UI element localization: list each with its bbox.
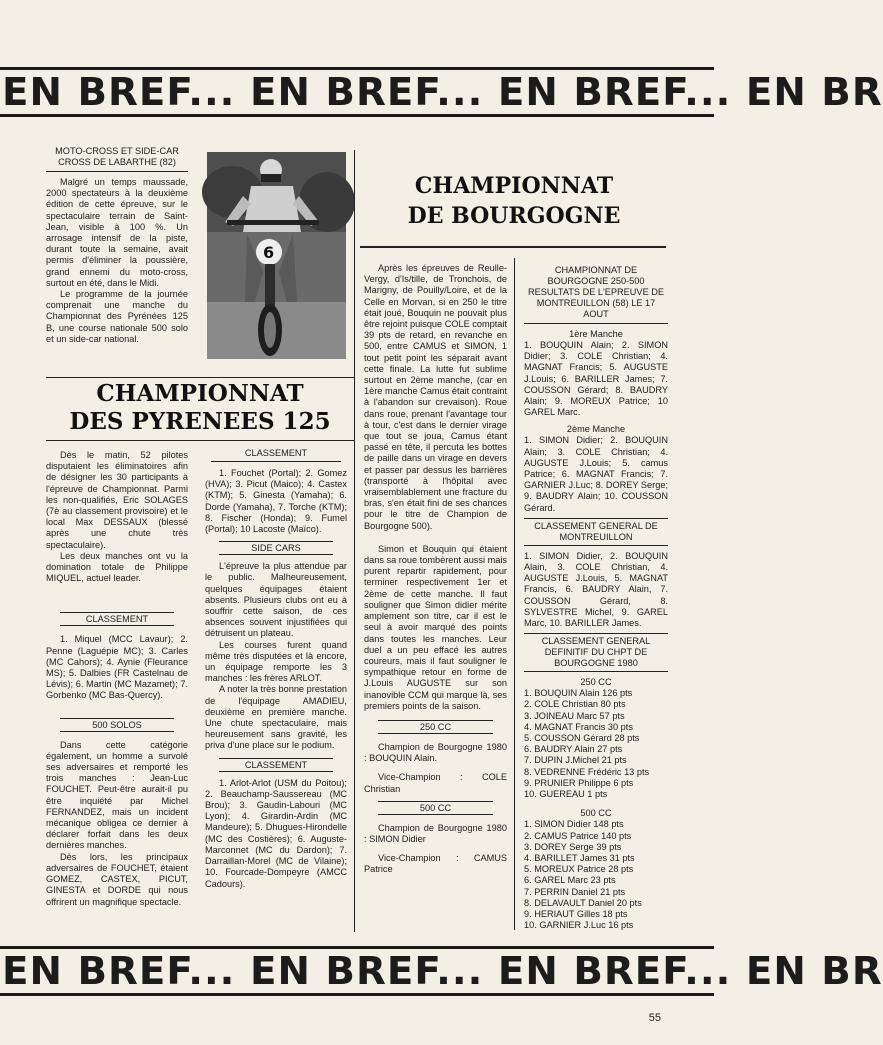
motocross-photo	[207, 152, 346, 359]
bottom-banner	[0, 946, 883, 996]
labarthe-article	[46, 146, 188, 345]
sidecars-label: SIDE CARS	[219, 541, 333, 555]
list-item: 1. SIMON Didier 148 pts	[524, 819, 624, 830]
def250-list	[524, 688, 668, 800]
bourgogne-column	[364, 263, 507, 876]
general-label: CLASSEMENT GENERAL DE MONTREUILLON	[534, 520, 658, 542]
def500-label: 500 CC	[580, 808, 612, 819]
manche2-label: 2ème Manche	[566, 424, 626, 435]
labarthe-para-2: Le programme de la journée comprenait une manche du Championnat des Pyrénées 125 B, une course nationale 500 solo et un side-car national.	[46, 289, 188, 344]
bourgogne-title-2: DE BOURGOGNE	[407, 203, 621, 229]
cc500-label: 500 CC	[378, 801, 493, 815]
list-item: 6. BAUDRY Alain 27 pts	[524, 744, 623, 755]
manche2-text: 1. SIMON Didier; 2. BOUQUIN Alain; 3. COLE Christian; 4. AUGUSTE J.Louis; 5. camus Patrice; 6. MAGNAT Francis; 7. GARNIER J.Luc; 8. DOREY Serge; 9. BAUDRY Alain; 10. COUSSON Gérard.	[524, 435, 668, 513]
list-item: 10. GARNIER J.Luc 16 pts	[524, 920, 634, 931]
banner-text: EN BREF... EN BREF... EN BREF... EN BR	[2, 949, 883, 993]
results-column	[524, 265, 668, 931]
banner-text: EN BREF... EN BREF... EN BREF... EN BR	[2, 70, 883, 114]
pyrenees-title-1: CHAMPIONNAT	[96, 380, 304, 407]
pyrenees-classement-text: 1. Miquel (MCC Lavaur); 2. Penne (Laguépie MC); 3. Carles (MC Cahors); 4. Aynie (Fleurance MS); 5. Dalbies (FR Castelnau de Lévis); 6. Martin (MC Mazamet); 7. Gorbenko (MC Bas-Quercy).	[46, 634, 188, 701]
sidecar-column	[205, 448, 347, 890]
def250-label: 250 CC	[580, 677, 612, 688]
list-item: 5. MOREUX Patrice 28 pts	[524, 864, 634, 875]
col2-classement2-label: CLASSEMENT	[219, 758, 333, 772]
list-item: 3. JOINEAU Marc 57 pts	[524, 710, 625, 721]
list-item: 3. DOREY Serge 39 pts	[524, 841, 622, 852]
bourgogne-title-1: CHAMPIONNAT	[414, 173, 614, 199]
col2-classement2-text: 1. Arlot-Arlot (USM du Poitou); 2. Beauchamp-Saussereau (MC Brou); 3. Gaudin-Labouri (MC Lyon); 4. Girardin-Ardin (MC Mandeure); 5. Dhugues-Hirondelle (MC des Costières); 6. Auguste-Marconnet (MC du Dardon); 7. Darraillan-Morel (MC de Vilaine); 10. Fourcade-Dompeyre (AMCC Cadours).	[205, 777, 347, 889]
labarthe-heading-1: MOTO-CROSS ET SIDE-CAR	[55, 146, 179, 156]
sidecars-para-2: Les courses furent quand même très disputées et là encore, un équipage remporte les 3 manches : les frères ARLOT.	[205, 639, 347, 684]
rider-illustration	[207, 152, 346, 359]
solos-para-1: Dans cette catégorie également, un homme a survolé ses adversaires et remporté les trois manches : Jean-Luc FOUCHET. Peut-être aurait-il pu être inquiété par Michel FERNANDEZ, mais un incident mécanique obligea ce dernier à déclarer forfait dans les deux dernières manches.	[46, 739, 188, 851]
list-item: 1. BOUQUIN Alain 126 pts	[524, 688, 633, 699]
svg-text:6: 6	[263, 243, 275, 262]
list-item: 7. DUPIN J.Michel 21 pts	[524, 755, 627, 766]
pyrenees-para-2: Les deux manches ont vu la domination totale de Philippe MIQUEL, actuel leader.	[46, 550, 188, 584]
list-item: 6. GAREL Marc 23 pts	[524, 875, 616, 886]
sidecars-para-3: A noter la très bonne prestation de l'équipage AMADIEU, deuxième en première manche. Une chute spectaculaire, mais heureusement sans gravité, les priva d'une place sur le podium.	[205, 684, 347, 751]
cc250-vice: Vice-Champion : COLE Christian	[364, 772, 507, 794]
cc250-label: 250 CC	[378, 720, 493, 734]
list-item: 10. GUEREAU 1 pts	[524, 789, 608, 800]
list-item: 5. COUSSON Gérard 28 pts	[524, 733, 640, 744]
page-number: 55	[648, 1012, 661, 1024]
list-item: 8. VEDRENNE Frédéric 13 pts	[524, 766, 650, 777]
list-item: 4. BARILLET James 31 pts	[524, 852, 635, 863]
list-item: 4. MAGNAT Francis 30 pts	[524, 721, 633, 732]
solos-label: 500 SOLOS	[60, 718, 174, 732]
list-item: 2. COLE Christian 80 pts	[524, 699, 626, 710]
bourgogne-para-2: Simon et Bouquin qui étaient dans sa roue tombèrent aussi mais purent repartir rapidement, pour terminer respectivement 1er et 2ème de cette manche. Il faut souligner que Simon didier mérite amplement son titre, car il est le seul à avoir marqué des points dans toutes les manches. Leur duel a un peu effacé les autres coureurs, mais il faut souligner le sympathique retour en forme de J.Louis AUGUSTE sur son inanovible CCM qui marque là, ses premiers points de la saison.	[364, 543, 507, 711]
col2-classement-text: 1. Fouchet (Portal); 2. Gomez (HVA); 3. Picut (Maico); 4. Castex (KTM); 5. Ginesta (Yamaha); 6. Dorde (Yamaha), 7. Torche (KTM); 8. Fischer (Honda); 9. Fumel (Portal); 10 Lacoste (Maïco).	[205, 468, 347, 535]
definitif-label: CLASSEMENT GENERAL DEFINITIF DU CHPT DE BOURGOGNE 1980	[541, 636, 651, 669]
cc250-champion: Champion de Bourgogne 1980 : BOUQUIN Alain.	[364, 741, 507, 764]
list-item: 9. HERIAUT Gilles 18 pts	[524, 908, 628, 919]
top-banner	[0, 67, 883, 117]
pyrenees-column	[46, 450, 188, 908]
col2-classement-label: CLASSEMENT	[244, 448, 308, 458]
labarthe-heading-2: CROSS DE LABARTHE (82)	[58, 157, 176, 167]
general-text: 1. SIMON Didier, 2. BOUQUIN Alain, 3. COLE Christian, 4. AUGUSTE J.Louis, 5. MAGNAT Francis, 6. BAUDRY Alain, 7. COUSSON Gérard, 8. SYLVESTRE Michel, 9. GAREL Marc, 10. BARILLER James.	[524, 550, 668, 629]
bourgogne-para-1: Après les épreuves de Reulle-Vergy, d'Is/tille, de Tronchois, de Marigny, de Pouilly/Loire, et de la Celle en Morvan, si en 250 le titre était joué, Bouquin ne pouvait plus être rejoint puisque COLE comptait 39 pts de retard, en revanche en 500, entre CAMUS et SIMON, 1 tout petit point les séparait avant cette finale. La lutte fut sublime surtout en 2ème manche, (car en 1ère manche Camus était contraint à l'abandon sur crevaison). Roue dans roue, prenant l'avantage tour à tour, c'est dans le dernier virage que tout se joua, Camus étant passé en tête, il percuta les bottes de paille dans un virage en devers et passer par dessus les barrières (transporté à l'hôpital avec vraisemblablement une fracture du bras, s'en était fini de ses chances pour le titre de Champion de Bourgogne 500).	[364, 263, 507, 531]
cc500-champion: Champion de Bourgogne 1980 : SIMON Didier	[364, 822, 507, 844]
list-item: 2. CAMUS Patrice 140 pts	[524, 830, 632, 841]
labarthe-para-1: Malgré un temps maussade, 2000 spectateurs à la deuxième édition de cette épreuve, sur le spectaculaire terrain de Saint-Jean, visible à 100 %. Un arrosage intensif de la piste, durant toute la semaine, avait permis d'éliminer la poussière, grand ennemi du moto-cross, surtout en été, dans le Midi.	[46, 177, 188, 288]
pyrenees-classement-label: CLASSEMENT	[60, 612, 174, 626]
list-item: 9. PRUNIER Philippe 6 pts	[524, 777, 634, 788]
def500-list	[524, 819, 668, 931]
pyrenees-para-1: Dès le matin, 52 pilotes disputaient les éliminatoires afin de désigner les 30 participants à l'épreuve de Championnat. Parmi les non-qualifiés, Eric SOLAGES (7è au classement provisoire) et le local Max DESSAUX (blessé après une chute très spectaculaire).	[46, 450, 188, 550]
results-heading: CHAMPIONNAT DE BOURGOGNE 250-500 RESULTATS DE L'EPREUVE DE MONTREUILLON (58) LE 17 AOUT	[527, 265, 665, 319]
pyrenees-title-2: DES PYRENEES 125	[69, 408, 331, 435]
cc500-vice: Vice-Champion : CAMUS Patrice	[364, 853, 507, 875]
solos-para-2: Dès lors, les principaux adversaires de FOUCHET, étaient GOMEZ, CASTEX, PICUT, GINESTA et DORDE qui nous offrirent un magnifique spectacle.	[46, 851, 188, 907]
sidecars-para-1: L'épreuve la plus attendue par le public. Malheureusement, quelques équipages étaient absents. Plusieurs clubs ont eu à souffrir cette saison, de ces absences souvent injustifiées qui détruisent un plateau.	[205, 561, 347, 639]
list-item: 8. DELAVAULT Daniel 20 pts	[524, 897, 642, 908]
list-item: 7. PERRIN Daniel 21 pts	[524, 886, 626, 897]
manche1-label: 1ère Manche	[569, 329, 623, 339]
manche1-text: 1. BOUQUIN Alain; 2. SIMON Didier; 3. COLE Christian; 4. MAGNAT Francis; 5. AUGUSTE J.Louis; 6. BARILLER James; 7. COUSSON Gérard; 8. BAUDRY Alain; 9. MOREUX Patrice; 10 GAREL Marc.	[524, 340, 668, 418]
